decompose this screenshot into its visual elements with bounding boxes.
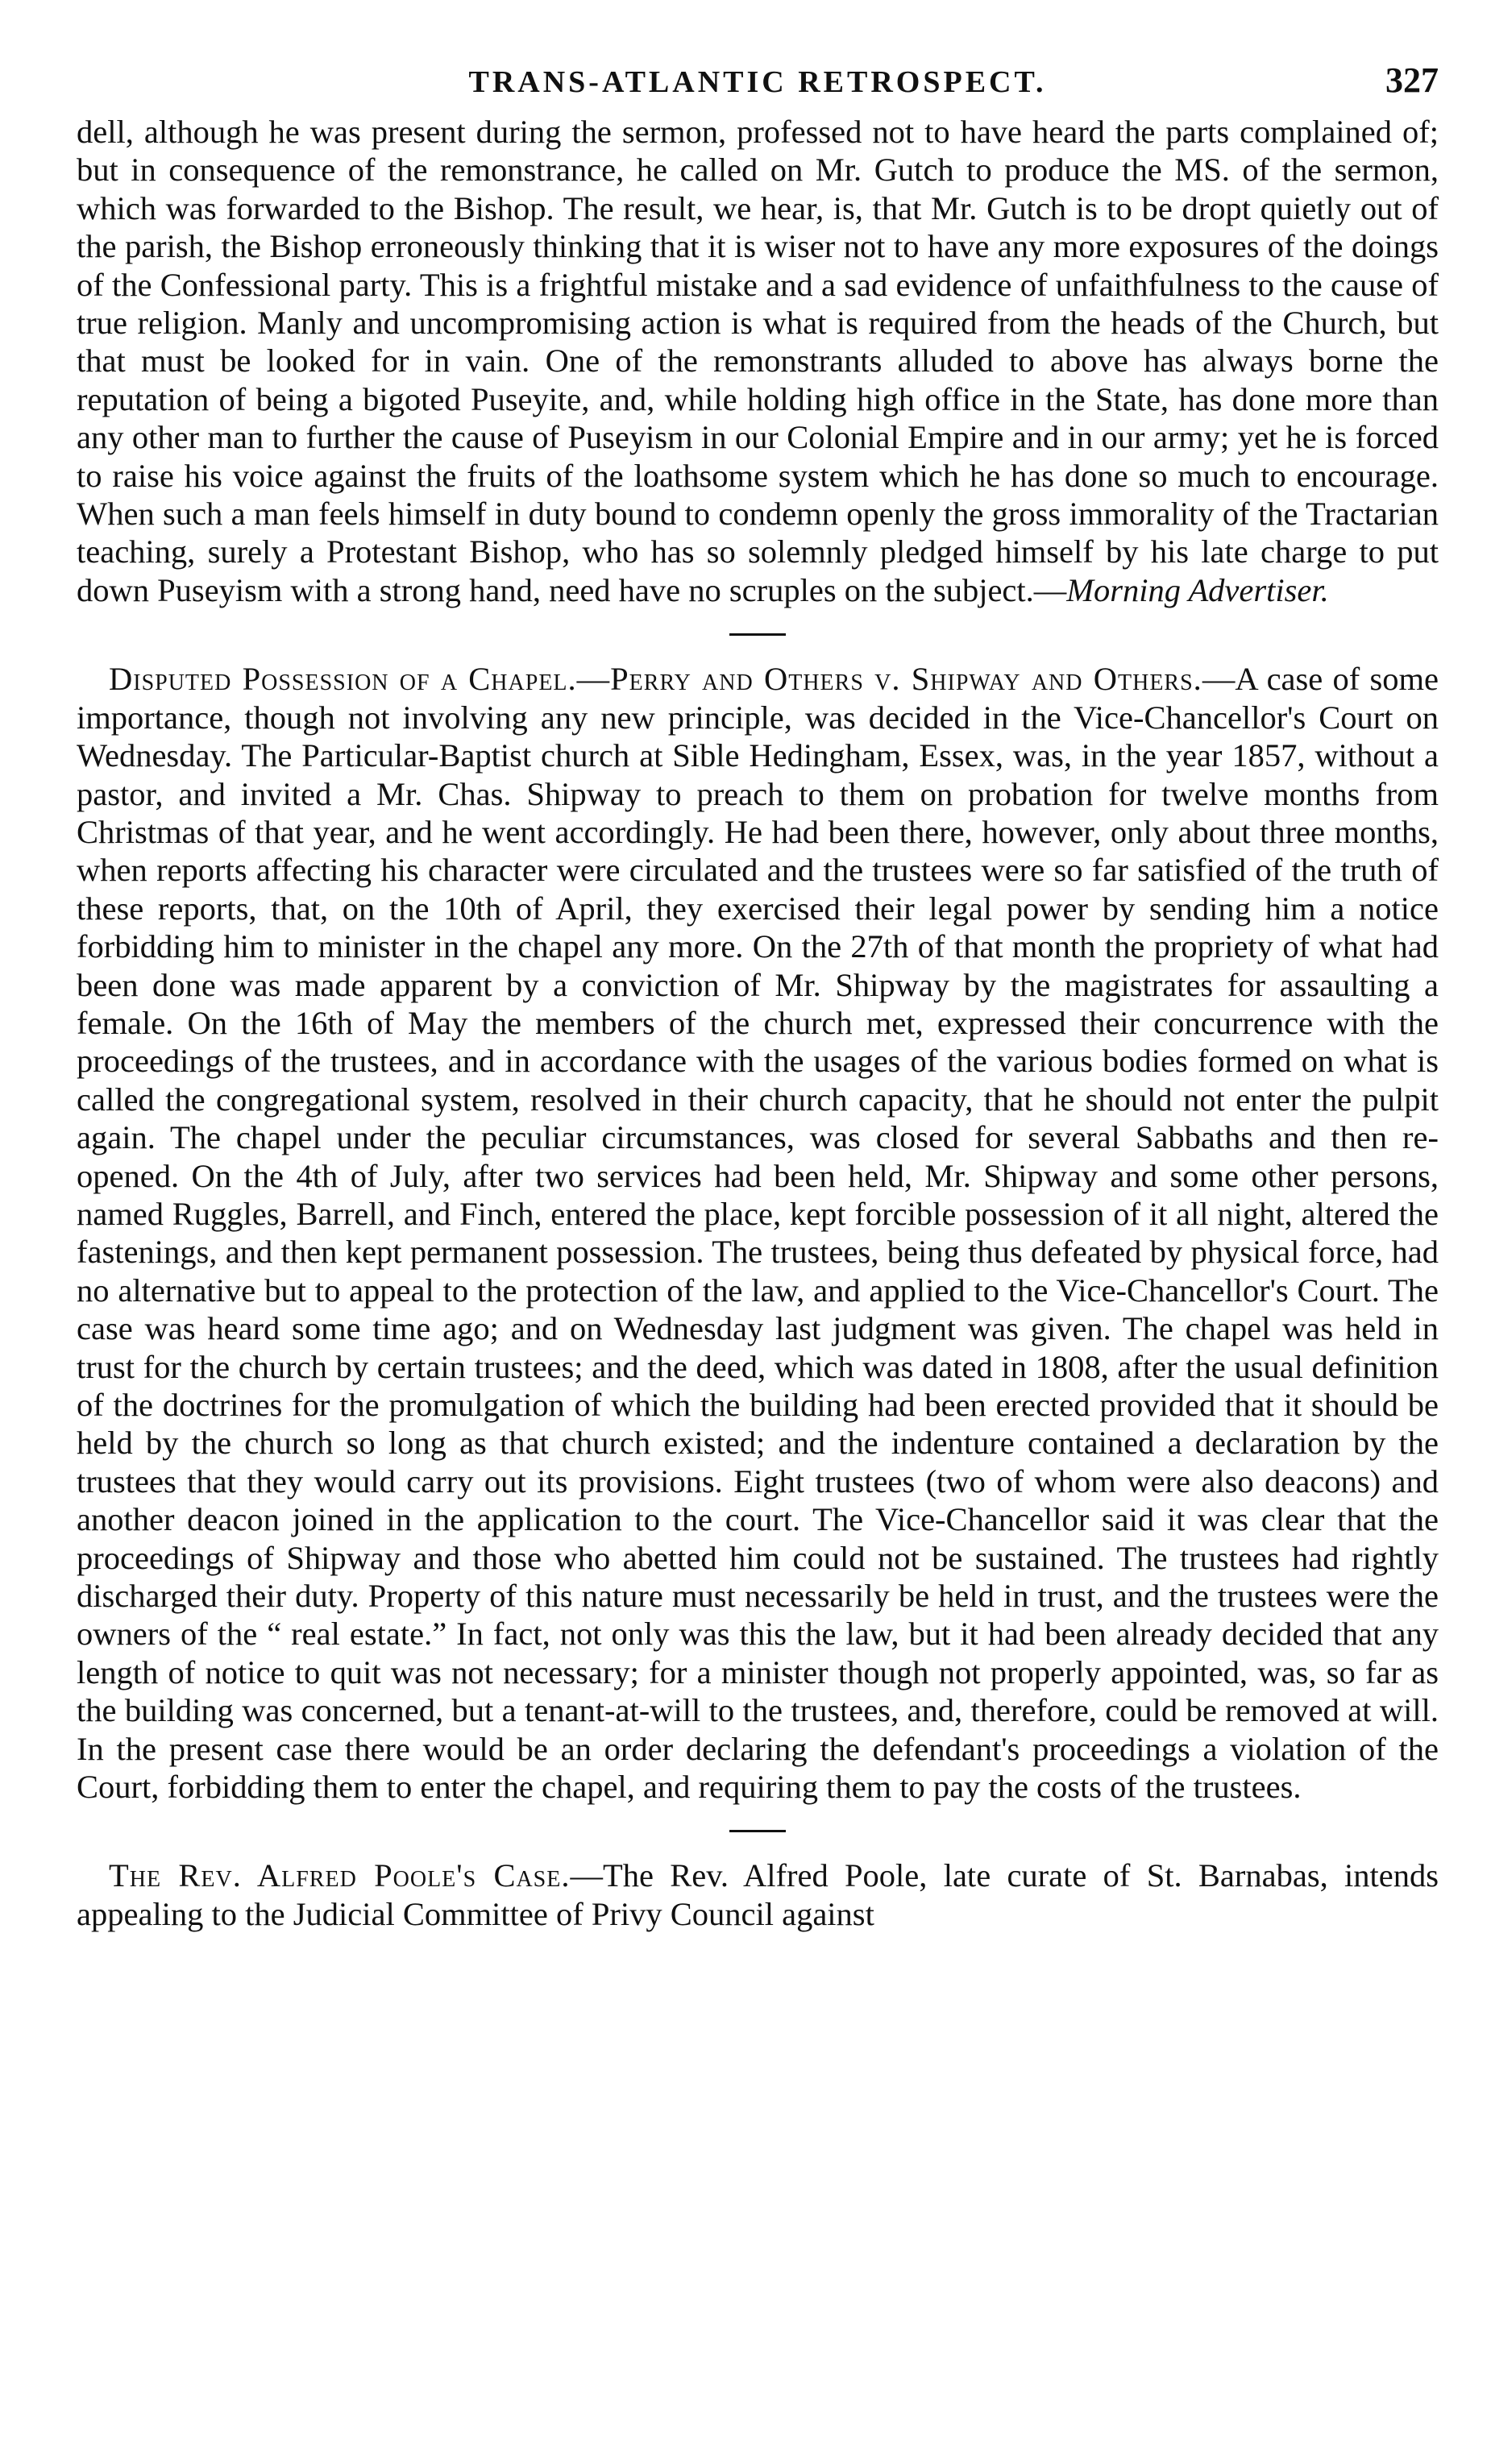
article-heading-disputed-chapel: Disputed Possession of a Chapel.—Perry and Others v. Shipway and Others.: [109, 661, 1202, 698]
running-header: [77, 56, 1439, 113]
paragraph-puseyism: [77, 113, 1439, 609]
paragraph-disputed-chapel-text: —A case of some importance, though not involving any new principle, was decided in the Vice-Chancellor's Court on Wednesday. The Particular-Baptist church at Sible Hedingham, Essex, was, in the year 1857, without a pastor, and invited a Mr. Chas. Shipway to preach to them on probation for twelve months from Christmas of that year, and he went accordingly. He had been there, however, only about three months, when reports affecting his character were circulated and the trustees were so far satisfied of the truth of these reports, that, on the 10th of April, they exercised their legal power by sending him a notice forbidding him to minister in the chapel any more. On the 27th of that month the propriety of what had been done was made apparent by a conviction of Mr. Shipway by the magistrates for assaulting a female. On the 16th of May the members of the church met, expressed their concurrence with the proceedings of the trustees, and in accordance with the usages of the various bodies formed on what is called the congregational system, resolved in their church capacity, that he should not enter the pulpit again. The chapel under the peculiar circumstances, was closed for several Sabbaths and then re-opened. On the 4th of July, after two services had been held, Mr. Shipway and some other persons, named Ruggles, Barrell, and Finch, entered the place, kept forcible possession of it all night, altered the fastenings, and then kept permanent possession. The trustees, being thus defeated by physical force, had no alternative but to appeal to the protection of the law, and applied to the Vice-Chancellor's Court. The case was heard some time ago; and on Wednesday last judgment was given. The chapel was held in trust for the church by certain trustees; and the deed, which was dated in 1808, after the usual definition of the doctrines for the promulgation of which the building had been erected provided that it should be held by the church so long as that church existed; and the indenture contained a declaration by the trustees that they would carry out its provisions. Eight trustees (two of whom were also deacons) and another deacon joined in the application to the court. The Vice-Chancellor said it was clear that the proceedings of Shipway and those who abetted him could not be sustained. The trustees had rightly discharged their duty. Property of this nature must necessarily be held in trust, and the trustees were the owners of the “ real estate.” In fact, not only was this the law, but it had been already decided that any length of notice to quit was not necessary; for a minister though not properly appointed, was, so far as the building was concerned, but a tenant-at-will to the trustees, and, therefore, could be removed at will. In the present case there would be an order declaring the defendant's proceedings a violation of the Court, forbidding them to enter the chapel, and requiring them to pay the costs of the trustees.: [77, 661, 1439, 1806]
section-divider: [729, 633, 786, 636]
paragraph-puseyism-text: dell, although he was present during the sermon, professed not to have heard the parts complained of; but in consequence of the remonstrance, he called on Mr. Gutch to produce the MS. of the sermon, which was forwarded to the Bishop. The result, we hear, is, that Mr. Gutch is to be dropt quietly out of the parish, the Bishop erroneously thinking that it is wiser not to have any more exposures of the doings of the Confessional party. This is a frightful mistake and a sad evidence of unfaithfulness to the cause of true religion. Manly and uncompromising action is what is required from the heads of the Church, but that must be looked for in vain. One of the remonstrants alluded to above has always borne the reputation of being a bigoted Puseyite, and, while holding high office in the State, has done more than any other man to further the cause of Puseyism in our Colonial Empire and in our army; yet he is forced to raise his voice against the fruits of the loathsome system which he has done so much to encourage. When such a man feels himself in duty bound to condemn openly the gross immorality of the Tractarian teaching, surely a Protestant Bishop, who has so solemnly pledged himself by his late charge to put down Puseyism with a strong hand, need have no scruples on the subject.—: [77, 114, 1439, 608]
document-page: [77, 56, 1439, 1933]
running-title: TRANS-ATLANTIC RETROSPECT.: [468, 65, 1047, 99]
page-number: 327: [1385, 60, 1439, 100]
paragraph-poole-case: [77, 1856, 1439, 1933]
section-divider: [729, 1830, 786, 1832]
article-heading-poole-case: The Rev. Alfred Poole's Case.: [109, 1857, 571, 1894]
source-citation: Morning Advertiser.: [1066, 571, 1329, 608]
paragraph-disputed-chapel: [77, 660, 1439, 1806]
paragraph-poole-case-text: —The Rev. Alfred Poole, late curate of St. Barnabas, intends appealing to the Judicial Committee of Privy Council against: [77, 1857, 1439, 1932]
